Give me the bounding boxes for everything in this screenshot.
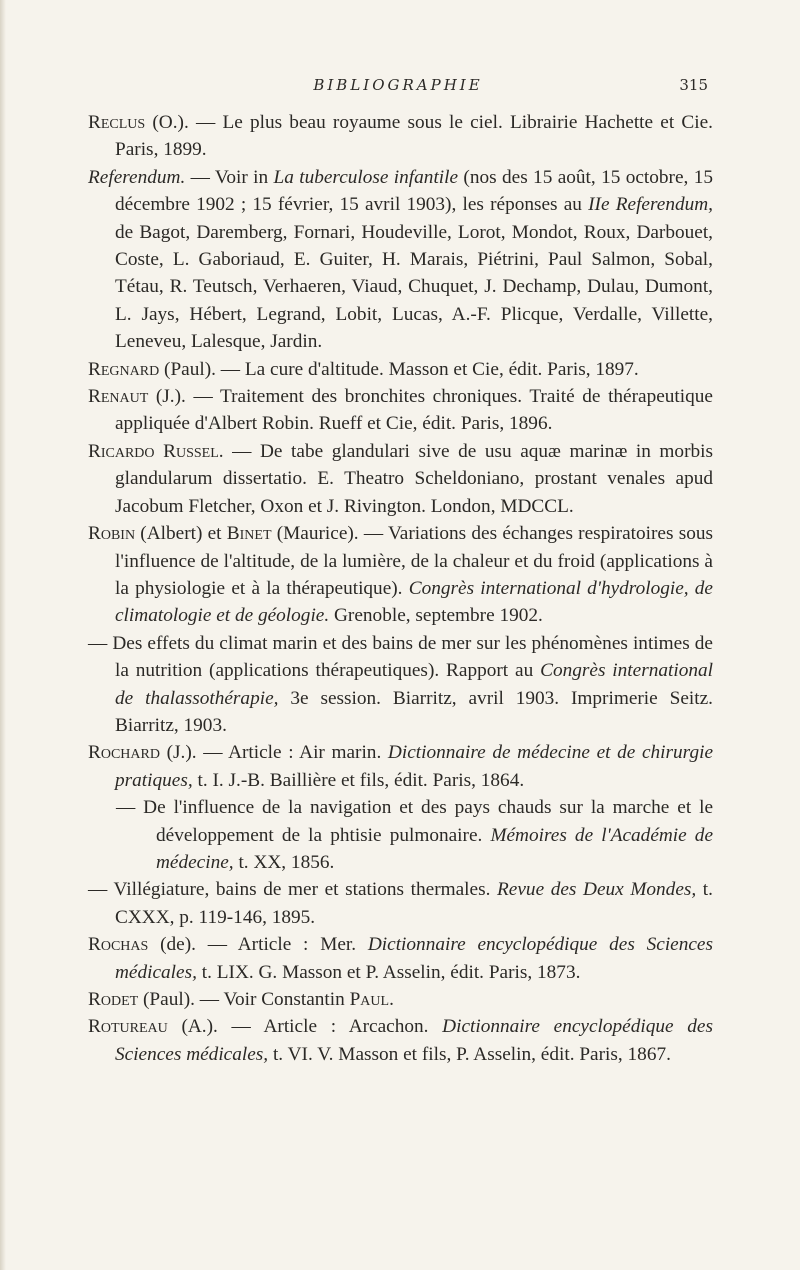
- entry-text: (Maurice). — Variations des échanges respiratoires sous l'influence de l'altitude, de la lumière, de la chaleur et du froid (applications à la physiologie et à la thérapeutique).: [115, 523, 713, 599]
- entry-author: Rodet: [88, 989, 139, 1010]
- bibliography-entry: [88, 876, 713, 931]
- entry-title: Dictionnaire de médecine et de chirurgie pratiques,: [115, 742, 714, 791]
- bibliography-entry: [88, 356, 713, 383]
- entry-author: Reclus: [88, 112, 146, 133]
- bibliography-entry: [88, 794, 713, 876]
- entry-text: (Paul). — La cure d'altitude. Masson et Cie, édit. Paris, 1897.: [159, 358, 639, 380]
- entry-title: Dictionnaire encyclopédique des Sciences médicales,: [115, 1016, 713, 1065]
- entry-text: — Voir in: [185, 166, 274, 188]
- entry-text: — De tabe glandulari sive de usu aquæ marinæ in morbis glandularum dissertatio. E. Theatro Scheldoniano, prostant venales apud Jacobum Fletcher, Oxon et J. Rivington. London, MDCCL.: [115, 440, 713, 517]
- entry-title: La tuberculose infantile: [273, 166, 459, 188]
- entry-text: t. CXXX, p. 119-146, 1895.: [115, 879, 713, 928]
- entry-author: Paul.: [349, 989, 394, 1010]
- bibliography-entry: [88, 986, 713, 1013]
- bibliography-list: [88, 109, 713, 1068]
- running-title: BIBLIOGRAPHIE: [313, 76, 483, 94]
- entry-title: IIe Referendum,: [588, 194, 713, 216]
- entry-title: Revue des Deux Mondes,: [497, 879, 697, 901]
- page-number: 315: [679, 76, 708, 94]
- entry-text: (A.). — Article : Arcachon.: [167, 1016, 443, 1038]
- entry-title: Congrès international de thalassothérapie,: [115, 660, 713, 709]
- entry-text: (J.). — Traitement des bronchites chroniques. Traité de thérapeutique appliquée d'Albert Robin. Rueff et Cie, édit. Paris, 1896.: [115, 386, 713, 435]
- bibliography-entry: [88, 438, 713, 520]
- bibliography-entry: [88, 1013, 713, 1068]
- bibliography-entry: [88, 520, 713, 630]
- entry-author: Regnard: [88, 358, 160, 380]
- binding-shadow: [0, 0, 6, 1270]
- entry-author: Robin: [88, 523, 136, 545]
- entry-author: Ricardo Russel.: [88, 440, 224, 462]
- entry-title: Referendum.: [88, 166, 186, 188]
- entry-text: (nos des 15 août, 15 octobre, 15 décembre 1902 ; 15 février, 15 avril 1903), les réponses au: [115, 166, 713, 216]
- entry-text: t. VI. V. Masson et fils, P. Asselin, édit. Paris, 1867.: [268, 1043, 671, 1065]
- entry-text: (Albert) et: [135, 523, 227, 545]
- entry-text: — De l'influence de la navigation et des pays chauds sur la marche et le développement de la phtisie pulmonaire.: [116, 797, 713, 846]
- entry-text: Grenoble, septembre 1902.: [329, 605, 543, 627]
- bibliography-entry: [88, 931, 713, 986]
- entry-text: (Paul). — Voir Constantin: [138, 989, 350, 1010]
- page-header: [88, 76, 708, 100]
- entry-text: de Bagot, Daremberg, Fornari, Houdeville, Lorot, Mondot, Roux, Darbouet, Coste, L. Gaboriaud, E. Guiter, H. Marais, Piétrini, Paul Salmon, Sobal, Tétau, R. Teutsch, Verhaeren, Viaud, Chuquet, J. Dechamp, Dulau, Dumont, L. Jays, Hébert, Legrand, Lobit, Lucas, A.-F. Plicque, Verdalle, Villette, Leneveu, Lalesque, Jardin.: [115, 221, 713, 353]
- entry-title: Dictionnaire encyclopédique des Sciences médicales,: [115, 934, 713, 983]
- entry-text: (J.). — Article : Air marin.: [159, 742, 388, 764]
- bibliography-entry: [88, 383, 713, 438]
- entry-text: — Des effets du climat marin et des bains de mer sur les phénomènes intimes de la nutrition (applications thérapeutiques). Rapport au: [88, 632, 713, 682]
- entry-text: 3e session. Biarritz, avril 1903. Imprimerie Seitz. Biarritz, 1903.: [115, 687, 713, 736]
- entry-text: — Villégiature, bains de mer et stations thermales.: [88, 879, 498, 901]
- entry-author: Rochard: [88, 742, 160, 764]
- bibliography-entry: [88, 109, 713, 164]
- entry-text: t. I. J.-B. Baillière et fils, édit. Paris, 1864.: [192, 769, 525, 791]
- entry-author: Binet: [226, 523, 272, 545]
- bibliography-entry: [88, 630, 713, 740]
- entry-text: (de). — Article : Mer.: [148, 934, 368, 956]
- entry-text: t. LIX. G. Masson et P. Asselin, édit. Paris, 1873.: [196, 961, 581, 983]
- entry-title: Congrès international d'hydrologie, de climatologie et de géologie.: [115, 577, 713, 627]
- entry-text: t. XX, 1856.: [233, 851, 335, 873]
- entry-text: (O.). — Le plus beau royaume sous le ciel. Librairie Hachette et Cie. Paris, 1899.: [115, 112, 713, 161]
- entry-title: Mémoires de l'Académie de médecine,: [156, 824, 714, 873]
- entry-author: Renaut: [88, 386, 149, 408]
- bibliography-entry: [88, 739, 713, 794]
- entry-author: Rotureau: [88, 1016, 168, 1038]
- bibliography-entry: [88, 164, 713, 356]
- entry-author: Rochas: [88, 934, 149, 956]
